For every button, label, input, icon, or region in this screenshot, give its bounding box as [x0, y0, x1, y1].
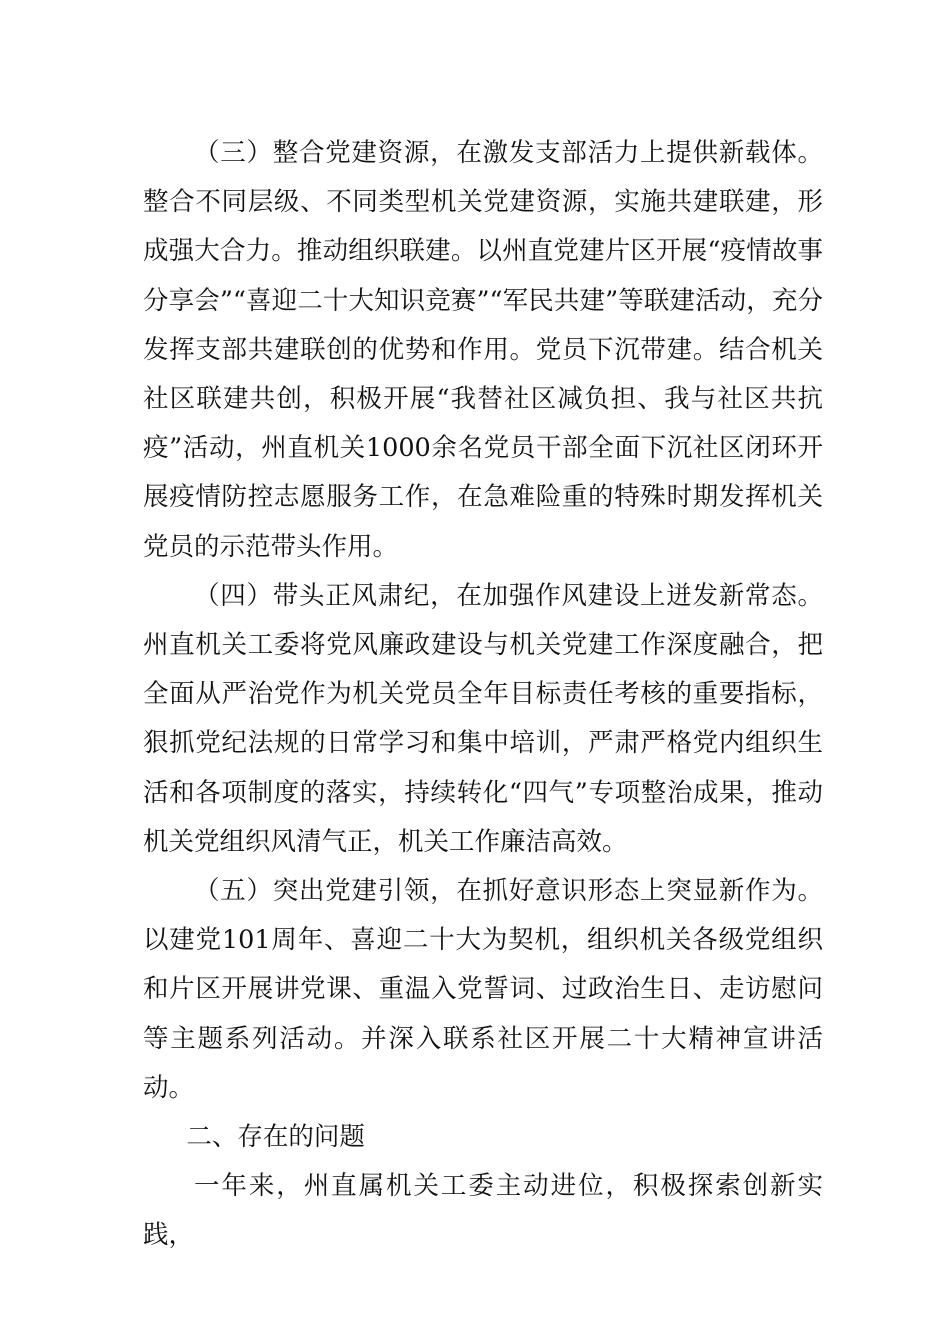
paragraph-conduct-discipline: （四）带头正风肃纪，在加强作风建设上迸发新常态。州直机关工委将党风廉政建设与机关党建工作深度融合，把全面从严治党作为机关党员全年目标责任考核的重要指标，狠抓党纪法规的日常学习和集中培训，严肃严格党内组织生活和各项制度的落实，持续转化“四气”专项整治成果，推动机关党组织风清气正，机关工作廉洁高效。	[143, 580, 823, 857]
section-heading-problems: 二、存在的问题	[186, 1122, 365, 1153]
paragraph-organization-resources: （三）整合党建资源，在激发支部活力上提供新载体。整合不同层级、不同类型机关党建资源，实施共建联建，形成强大合力。推动组织联建。以州直党建片区开展“疫情故事分享会”“喜迎二十大知识竞赛”“军民共建”等联建活动，充分发挥支部共建联创的优势和作用。党员下沉带建。结合机关社区联建共创，积极开展“我替社区减负担、我与社区共抗疫”活动，州直机关1000余名党员干部全面下沉社区闭环开展疫情防控志愿服务工作，在急难险重的特殊时期发挥机关党员的示范带头作用。	[143, 138, 823, 562]
document-body	[143, 129, 823, 1261]
paragraph-ideology-guidance: （五）突出党建引领，在抓好意识形态上突显新作为。以建党101周年、喜迎二十大为契机，组织机关各级党组织和片区开展讲党课、重温入党誓词、过政治生日、走访慰问等主题系列活动。并深入联系社区开展二十大精神宣讲活动。	[143, 876, 823, 1103]
paragraph-year-summary: 一年来，州直属机关工委主动进位，积极探索创新实践，	[143, 1171, 823, 1251]
